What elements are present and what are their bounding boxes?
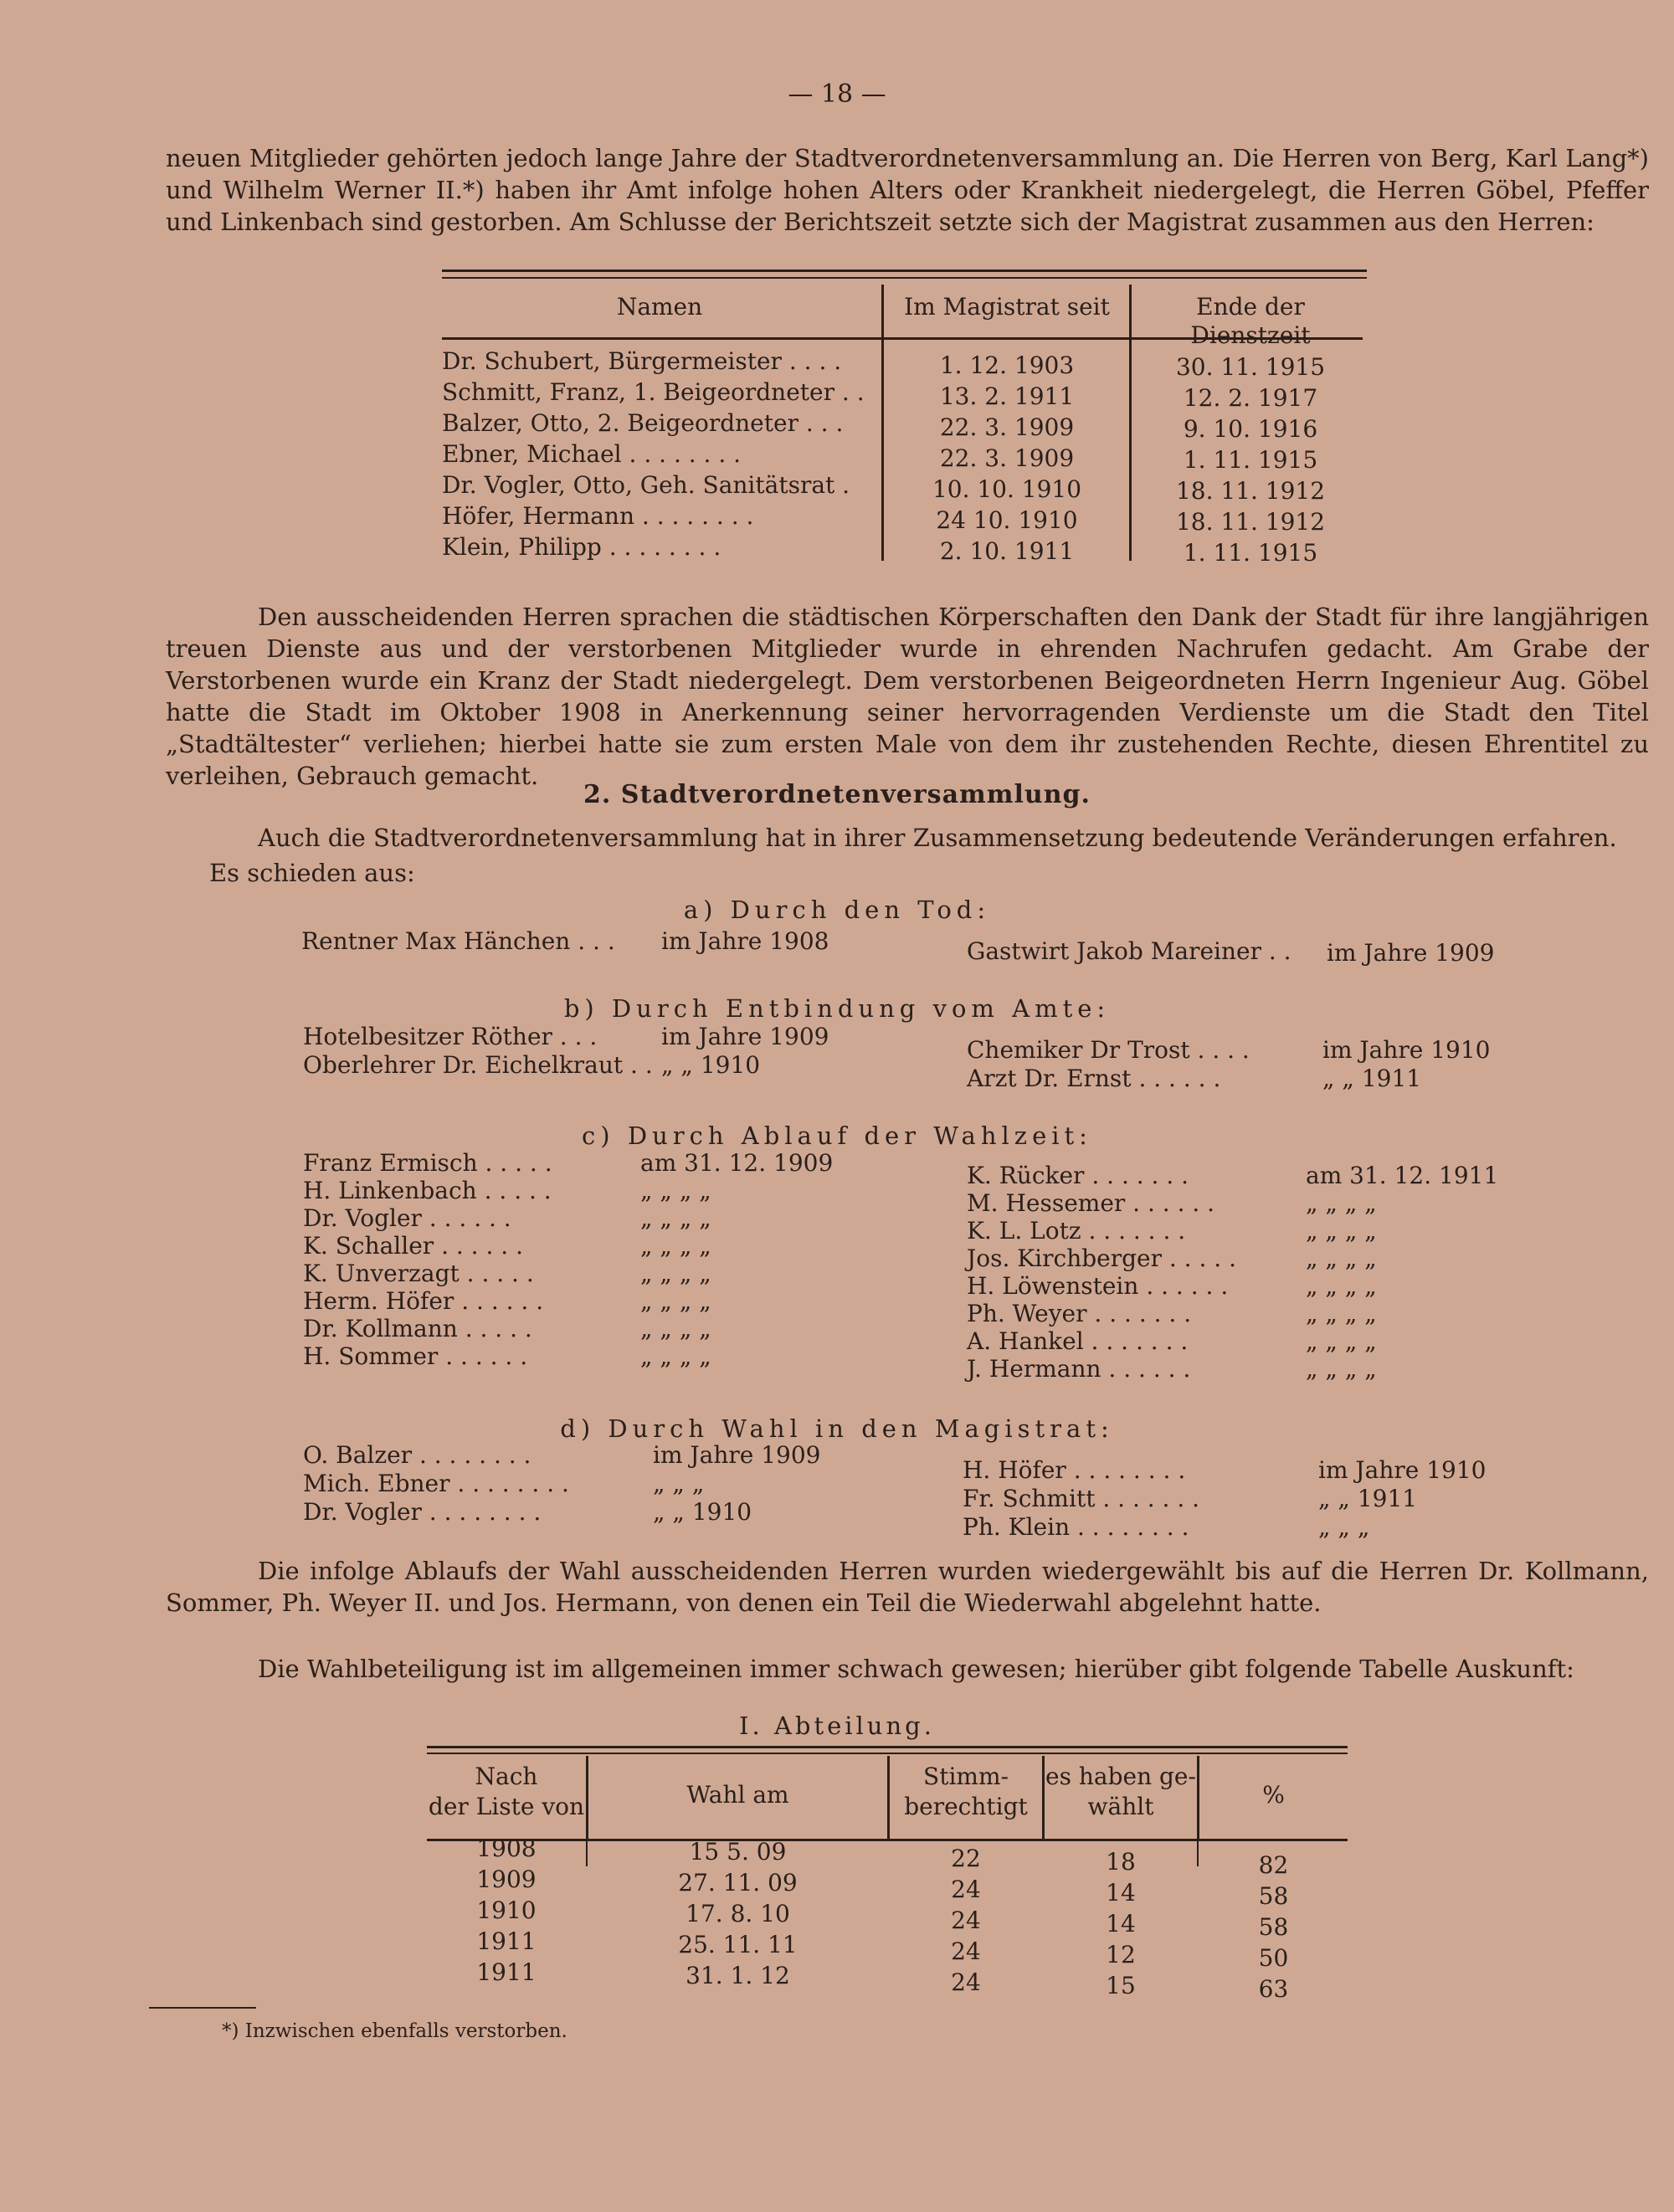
wahl-row-cell: 12 xyxy=(1106,1941,1136,1968)
ablauf-left-when: „ „ „ „ xyxy=(640,1315,711,1342)
entbindung-left-name: Hotelbesitzer Röther . . . xyxy=(303,1023,598,1050)
ablauf-left-when: „ „ „ „ xyxy=(640,1232,711,1260)
ablauf-right-name: Ph. Weyer . . . . . . . xyxy=(967,1300,1192,1327)
wiedergewaehlt-text: Die infolge Ablaufs der Wahl ausscheidenden Herren wurden wiedergewählt bis auf die Herren Dr. Kollmann, Sommer, Ph. Weyer II. und Jos. Hermann, von denen ein Teil die Wiederwahl abgelehnt hatte. xyxy=(166,1557,1649,1617)
ablauf-left-name: Franz Ermisch . . . . . xyxy=(303,1149,552,1177)
footnote-rule xyxy=(149,2007,256,2009)
wahlbeteiligung-text: Die Wahlbeteiligung ist im allgemeinen immer schwach gewesen; hierüber gibt folgende Tabelle Auskunft: xyxy=(258,1655,1574,1683)
wahl-row-cell: 14 xyxy=(1106,1879,1136,1907)
magistrat-row-name: Höfer, Hermann . . . . . . . . xyxy=(442,502,754,530)
ablauf-right-name: A. Hankel . . . . . . . xyxy=(967,1327,1189,1355)
wahl-header-2: Stimm- xyxy=(923,1763,1009,1790)
wahl-row-cell: 1909 xyxy=(476,1866,537,1893)
ablauf-left-name: K. Schaller . . . . . . xyxy=(303,1232,523,1260)
wahl-row-cell: 1908 xyxy=(476,1835,537,1862)
ablauf-right-name: H. Löwenstein . . . . . . xyxy=(967,1272,1229,1300)
tod-right-when: im Jahre 1909 xyxy=(1327,939,1495,967)
ablauf-left-name: Herm. Höfer . . . . . . xyxy=(303,1287,544,1315)
wiedergewaehlt-paragraph xyxy=(166,1555,1649,1619)
wahl-header-0: Nach xyxy=(475,1763,538,1790)
tod-right-name: Gastwirt Jakob Mareiner . . xyxy=(967,937,1291,965)
magistrat-row-seit: 22. 3. 1909 xyxy=(939,444,1075,472)
wahl-row-cell: 1911 xyxy=(476,1958,537,1986)
magistrat-row-ende: 12. 2. 1917 xyxy=(1183,384,1318,412)
dank-text: Den ausscheidenden Herren sprachen die städtischen Körperschaften den Dank der Stadt für ihre langjährigen treuen Dienste aus und der verstorbenen Mitglieder wurde in ehrenden Nachrufen gedacht. Am Grabe der Verstorbenen wurde ein Kranz der Stadt niedergelegt. Dem verstorbenen Beigeordneten Herrn Ingenieur Aug. Göbel hatte die Stadt im Oktober 1908 in Anerkennung seiner hervorragenden Verdienste um die Stadt den Titel „Stadtältester“ verliehen; hierbei hatte sie zum ersten Male von dem ihr zustehenden Rechte, diesen Ehrentitel zu verleihen, Gebrauch gemacht. xyxy=(166,603,1649,790)
ablauf-right-when: „ „ „ „ xyxy=(1306,1217,1377,1245)
entbindung-right-when: im Jahre 1910 xyxy=(1322,1036,1491,1064)
wahl-row-cell: 50 xyxy=(1258,1944,1289,1972)
wahl-header-3: es haben ge- xyxy=(1045,1763,1196,1790)
wahl-row-cell: 24 xyxy=(951,1907,981,1934)
ablauf-left-when: „ „ „ „ xyxy=(640,1260,711,1287)
table-col-divider-1 xyxy=(881,285,884,561)
wahl-row-cell: 14 xyxy=(1106,1910,1136,1937)
page-number: — 18 — xyxy=(788,80,886,109)
wahl-header-1: Wahl am xyxy=(686,1781,789,1809)
wahl-row-cell: 15 xyxy=(1106,1972,1136,1999)
magistrat-row-ende: 18. 11. 1912 xyxy=(1175,508,1326,536)
ablauf-left-when: am 31. 12. 1909 xyxy=(640,1149,834,1177)
wahl-row-cell: 82 xyxy=(1258,1851,1289,1879)
wahl-magistrat-left-when: im Jahre 1909 xyxy=(653,1441,821,1469)
entbindung-right-name: Chemiker Dr Trost . . . . xyxy=(967,1036,1250,1064)
magistrat-row-seit: 1. 12. 1903 xyxy=(939,352,1075,379)
table-top-rule xyxy=(442,269,1367,272)
ablauf-right-name: J. Hermann . . . . . . xyxy=(967,1355,1191,1383)
section-intro xyxy=(166,822,1649,854)
dank-paragraph xyxy=(166,601,1649,792)
entbindung-left-name: Oberlehrer Dr. Eichelkraut . . xyxy=(303,1051,653,1079)
ablauf-left-name: Dr. Kollmann . . . . . xyxy=(303,1315,532,1342)
wahl-body-tick-1 xyxy=(586,1841,588,1866)
wahl-magistrat-right-name: H. Höfer . . . . . . . . xyxy=(963,1456,1186,1484)
wahl-magistrat-left-when: „ „ „ xyxy=(653,1470,705,1497)
entbindung-right-name: Arzt Dr. Ernst . . . . . . xyxy=(967,1065,1221,1092)
ablauf-right-name: K. L. Lotz . . . . . . . xyxy=(967,1217,1186,1245)
abteilung-title: I. Abteilung. xyxy=(739,1712,935,1740)
wahl-header-4: % xyxy=(1262,1781,1285,1809)
subheading-tod: a) Durch den Tod: xyxy=(683,896,991,924)
wahl-row-cell: 25. 11. 11 xyxy=(678,1931,798,1958)
magistrat-row-ende: 18. 11. 1912 xyxy=(1175,477,1326,505)
table-col-divider-2 xyxy=(1129,285,1132,561)
ablauf-right-name: Jos. Kirchberger . . . . . xyxy=(967,1245,1236,1272)
entbindung-left-when: im Jahre 1909 xyxy=(661,1023,829,1050)
section-intro-2-wrap xyxy=(209,857,879,889)
magistrat-row-seit: 2. 10. 1911 xyxy=(939,537,1075,565)
tod-left-name: Rentner Max Hänchen . . . xyxy=(301,927,615,955)
tod-left-when: im Jahre 1908 xyxy=(661,927,829,955)
wahl-magistrat-left-name: Mich. Ebner . . . . . . . . xyxy=(303,1470,569,1497)
magistrat-row-name: Ebner, Michael . . . . . . . . xyxy=(442,440,742,468)
magistrat-row-ende: 1. 11. 1915 xyxy=(1183,539,1318,567)
wahl-magistrat-right-when: „ „ 1911 xyxy=(1318,1485,1418,1512)
subheading-ablauf: c) Durch Ablauf der Wahlzeit: xyxy=(582,1121,1092,1150)
wahl-row-cell: 22 xyxy=(951,1845,981,1872)
wahl-row-cell: 1910 xyxy=(476,1896,537,1924)
header-ende: Ende der Dienstzeit xyxy=(1190,293,1311,349)
wahl-row-cell: 17. 8. 10 xyxy=(686,1900,790,1927)
wahl-magistrat-right-name: Ph. Klein . . . . . . . . xyxy=(963,1513,1189,1541)
wahl-magistrat-right-name: Fr. Schmitt . . . . . . . xyxy=(963,1485,1200,1512)
wahl-magistrat-left-when: „ „ 1910 xyxy=(653,1498,752,1526)
ablauf-left-name: Dr. Vogler . . . . . . xyxy=(303,1204,511,1232)
entbindung-left-when: „ „ 1910 xyxy=(661,1051,761,1079)
entbindung-right-when: „ „ 1911 xyxy=(1322,1065,1422,1092)
wahl-row-cell: 27. 11. 09 xyxy=(678,1869,798,1896)
magistrat-row-seit: 22. 3. 1909 xyxy=(939,413,1075,441)
magistrat-row-name: Schmitt, Franz, 1. Beigeordneter . . xyxy=(442,378,865,406)
section-heading: 2. Stadtverordnetenversammlung. xyxy=(583,780,1091,809)
magistrat-row-seit: 13. 2. 1911 xyxy=(939,382,1075,410)
ablauf-left-when: „ „ „ „ xyxy=(640,1342,711,1370)
wahl-body-tick-4 xyxy=(1197,1841,1199,1866)
wahl-row-cell: 24 xyxy=(951,1937,981,1965)
wahl-header-3: wählt xyxy=(1087,1793,1154,1820)
wahl-magistrat-right-when: „ „ „ xyxy=(1318,1513,1370,1541)
section-intro-2: Es schieden aus: xyxy=(209,859,415,887)
wahl-row-cell: 18 xyxy=(1106,1848,1136,1876)
magistrat-row-ende: 9. 10. 1916 xyxy=(1183,415,1318,443)
ablauf-left-name: K. Unverzagt . . . . . xyxy=(303,1260,534,1287)
ablauf-left-when: „ „ „ „ xyxy=(640,1204,711,1232)
magistrat-row-seit: 10. 10. 1910 xyxy=(932,475,1082,503)
wahl-row-cell: 1911 xyxy=(476,1927,537,1955)
ablauf-left-when: „ „ „ „ xyxy=(640,1287,711,1315)
wahl-header-2: berechtigt xyxy=(904,1793,1028,1820)
ablauf-right-when: „ „ „ „ xyxy=(1306,1245,1377,1272)
ablauf-left-when: „ „ „ „ xyxy=(640,1177,711,1204)
table-top-rule-2 xyxy=(442,277,1367,279)
wahl-table-top-rule-2 xyxy=(427,1753,1348,1754)
intro-paragraph xyxy=(166,142,1649,238)
wahl-row-cell: 24 xyxy=(951,1968,981,1996)
ablauf-right-when: „ „ „ „ xyxy=(1306,1189,1377,1217)
subheading-entbindung: b) Durch Entbindung vom Amte: xyxy=(563,994,1111,1023)
wahl-row-cell: 58 xyxy=(1258,1913,1289,1941)
ablauf-right-name: K. Rücker . . . . . . . xyxy=(967,1162,1189,1189)
wahl-row-cell: 24 xyxy=(951,1876,981,1903)
section-intro-1: Auch die Stadtverordnetenversammlung hat in ihrer Zusammensetzung bedeutende Veränderungen erfahren. xyxy=(258,824,1617,852)
wahl-row-cell: 58 xyxy=(1258,1882,1289,1910)
magistrat-row-name: Dr. Schubert, Bürgermeister . . . . xyxy=(442,347,842,375)
wahl-magistrat-left-name: Dr. Vogler . . . . . . . . xyxy=(303,1498,542,1526)
magistrat-row-name: Balzer, Otto, 2. Beigeordneter . . . xyxy=(442,409,844,437)
magistrat-row-name: Dr. Vogler, Otto, Geh. Sanitätsrat . xyxy=(442,471,850,499)
wahl-magistrat-right-when: im Jahre 1910 xyxy=(1318,1456,1487,1484)
magistrat-row-seit: 24 10. 1910 xyxy=(936,506,1078,534)
wahlbeteiligung-paragraph xyxy=(166,1653,1649,1685)
ablauf-left-name: H. Sommer . . . . . . xyxy=(303,1342,528,1370)
header-seit: Im Magistrat seit xyxy=(904,293,1110,321)
ablauf-right-name: M. Hessemer . . . . . . xyxy=(967,1189,1215,1217)
intro-text: neuen Mitglieder gehörten jedoch lange Jahre der Stadtverordnetenversammlung an. Die Herren von Berg, Karl Lang*) und Wilhelm Werner II.*) haben ihr Amt infolge hohen Alters oder Krankheit niedergelegt, die Herren Göbel, Pfeffer und Linkenbach sind gestorben. Am Schlusse der Berichtszeit setzte sich der Magistrat zusammen aus den Herren: xyxy=(166,144,1649,236)
ablauf-right-when: „ „ „ „ xyxy=(1306,1300,1377,1327)
ablauf-right-when: „ „ „ „ xyxy=(1306,1355,1377,1383)
ablauf-right-when: am 31. 12. 1911 xyxy=(1306,1162,1499,1189)
ablauf-left-name: H. Linkenbach . . . . . xyxy=(303,1177,552,1204)
wahl-header-0: der Liste von xyxy=(428,1793,585,1820)
magistrat-row-ende: 1. 11. 1915 xyxy=(1183,446,1318,474)
wahl-magistrat-left-name: O. Balzer . . . . . . . . xyxy=(303,1441,531,1469)
magistrat-row-name: Klein, Philipp . . . . . . . . xyxy=(442,533,721,561)
wahl-row-cell: 15 5. 09 xyxy=(689,1838,787,1866)
wahl-row-cell: 31. 1. 12 xyxy=(686,1962,790,1989)
footnote: *) Inzwischen ebenfalls verstorben. xyxy=(222,2020,567,2042)
wahl-table-top-rule xyxy=(427,1746,1348,1748)
header-namen: Namen xyxy=(616,293,703,321)
wahl-row-cell: 63 xyxy=(1258,1975,1289,2003)
subheading-wahl-magistrat: d) Durch Wahl in den Magistrat: xyxy=(560,1414,1114,1443)
ablauf-right-when: „ „ „ „ xyxy=(1306,1272,1377,1300)
magistrat-row-ende: 30. 11. 1915 xyxy=(1175,353,1326,381)
ablauf-right-when: „ „ „ „ xyxy=(1306,1327,1377,1355)
